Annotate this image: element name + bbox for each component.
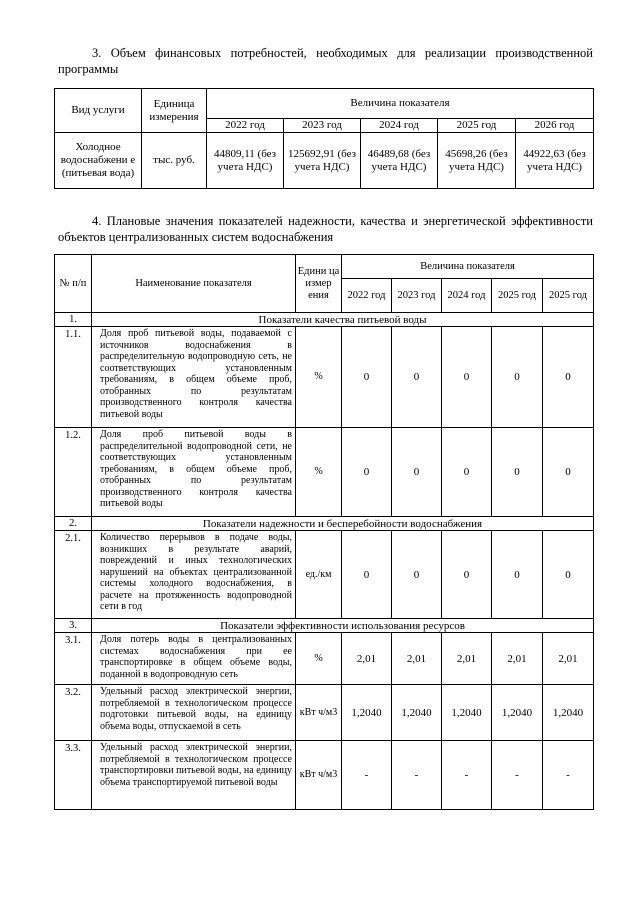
col-header-name: Наименование показателя <box>92 255 296 313</box>
indicator-value: 1,2040 <box>442 685 492 741</box>
indicator-value: 1,2040 <box>392 685 442 741</box>
year-header: 2024 год <box>442 279 492 313</box>
group-title: Показатели эффективности использования ресурсов <box>92 619 594 633</box>
year-header: 2026 год <box>516 119 594 133</box>
year-header: 2024 год <box>361 119 438 133</box>
year-header: 2025 год <box>492 279 543 313</box>
indicator-unit: % <box>296 633 342 685</box>
indicator-value: 2,01 <box>392 633 442 685</box>
indicator-value: 0 <box>492 531 543 619</box>
indicator-value: 0 <box>342 428 392 517</box>
indicator-value: 2,01 <box>492 633 543 685</box>
indicators-table <box>54 254 594 810</box>
indicator-unit: кВт ч/м3 <box>296 685 342 741</box>
section-3-heading: 3. Объем финансовых потребностей, необходимых для реализации производственной программы <box>58 46 593 76</box>
indicator-value: - <box>342 741 392 810</box>
col-header-value: Величина показателя <box>342 255 594 279</box>
indicator-name: Доля проб питьевой воды в распределительной водопроводной сети, не соответствующих установленным требованиям, в общем объеме проб, отобранных по результатам производственного контроля качества питьевой воды <box>92 428 296 517</box>
row-number: 1.1. <box>55 327 92 428</box>
indicator-value: 0 <box>442 327 492 428</box>
indicator-value: - <box>392 741 442 810</box>
indicator-value: - <box>442 741 492 810</box>
indicator-name: Удельный расход электрической энергии, потребляемой в технологическом процессе транспортировки питьевой воды, на единицу объема транспортируемой питьевой воды <box>92 741 296 810</box>
indicator-value: 0 <box>342 327 392 428</box>
value-cell: 44922,63 (без учета НДС) <box>516 133 594 189</box>
year-header: 2025 год <box>438 119 516 133</box>
value-cell: 45698,26 (без учета НДС) <box>438 133 516 189</box>
indicator-name: Доля потерь воды в централизованных системах водоснабжения при ее транспортировке в общем объеме воды, поданной в водопроводную сеть <box>92 633 296 685</box>
row-number: 3.3. <box>55 741 92 810</box>
indicator-value: 1,2040 <box>543 685 594 741</box>
col-header-unit: Единица измерения <box>142 89 207 133</box>
indicator-name: Доля проб питьевой воды, подаваемой с источников водоснабжения в распределительную водопроводную сеть, не соответствующих установленным требованиям, в общем объеме проб, отобранных по результатам производственного контроля качества питьевой воды <box>92 327 296 428</box>
row-number: 1.2. <box>55 428 92 517</box>
value-cell: 46489,68 (без учета НДС) <box>361 133 438 189</box>
indicator-value: 0 <box>492 327 543 428</box>
indicator-unit: кВт ч/м3 <box>296 741 342 810</box>
indicator-value: 0 <box>543 327 594 428</box>
indicator-value: 0 <box>442 531 492 619</box>
indicator-value: 0 <box>392 531 442 619</box>
indicator-value: - <box>492 741 543 810</box>
indicator-unit: % <box>296 428 342 517</box>
group-number: 2. <box>55 517 92 531</box>
group-number: 1. <box>55 313 92 327</box>
value-cell: 125692,91 (без учета НДС) <box>284 133 361 189</box>
indicator-value: 0 <box>392 327 442 428</box>
col-header-service: Вид услуги <box>55 89 142 133</box>
indicator-unit: ед./км <box>296 531 342 619</box>
indicator-value: 0 <box>543 531 594 619</box>
indicator-name: Удельный расход электрической энергии, потребляемой в технологическом процессе подготовки питьевой воды, на единицу объема воды, отпускаемой в сеть <box>92 685 296 741</box>
year-header: 2022 год <box>207 119 284 133</box>
indicator-value: 2,01 <box>543 633 594 685</box>
indicator-value: 0 <box>342 531 392 619</box>
indicator-name: Количество перерывов в подаче воды, возникших в результате аварий, повреждений и иных технологических нарушений на объектах централизованной системы холодного водоснабжения, в расчете на протяженность водопроводной сети в год <box>92 531 296 619</box>
indicator-value: 0 <box>492 428 543 517</box>
section-4-heading: 4. Плановые значения показателей надежности, качества и энергетической эффективности объектов централизованных систем водоснабжения <box>58 214 593 244</box>
indicator-value: 2,01 <box>342 633 392 685</box>
indicator-value: - <box>543 741 594 810</box>
year-header: 2025 год <box>543 279 594 313</box>
year-header: 2023 год <box>392 279 442 313</box>
financial-needs-table <box>54 88 594 189</box>
group-title: Показатели качества питьевой воды <box>92 313 594 327</box>
indicator-unit: % <box>296 327 342 428</box>
group-title: Показатели надежности и бесперебойности водоснабжения <box>92 517 594 531</box>
row-number: 3.1. <box>55 633 92 685</box>
year-header: 2023 год <box>284 119 361 133</box>
row-number: 2.1. <box>55 531 92 619</box>
indicator-value: 2,01 <box>442 633 492 685</box>
col-header-unit: Едини ца измер ения <box>296 255 342 313</box>
indicator-value: 0 <box>543 428 594 517</box>
col-header-value: Величина показателя <box>207 89 594 119</box>
indicator-value: 1,2040 <box>342 685 392 741</box>
indicator-value: 0 <box>392 428 442 517</box>
group-number: 3. <box>55 619 92 633</box>
value-cell: 44809,11 (без учета НДС) <box>207 133 284 189</box>
col-header-num: № п/п <box>55 255 92 313</box>
row-number: 3.2. <box>55 685 92 741</box>
service-cell: Холодное водоснабжени е (питьевая вода) <box>55 133 142 189</box>
year-header: 2022 год <box>342 279 392 313</box>
indicator-value: 0 <box>442 428 492 517</box>
indicator-value: 1,2040 <box>492 685 543 741</box>
unit-cell: тыс. руб. <box>142 133 207 189</box>
